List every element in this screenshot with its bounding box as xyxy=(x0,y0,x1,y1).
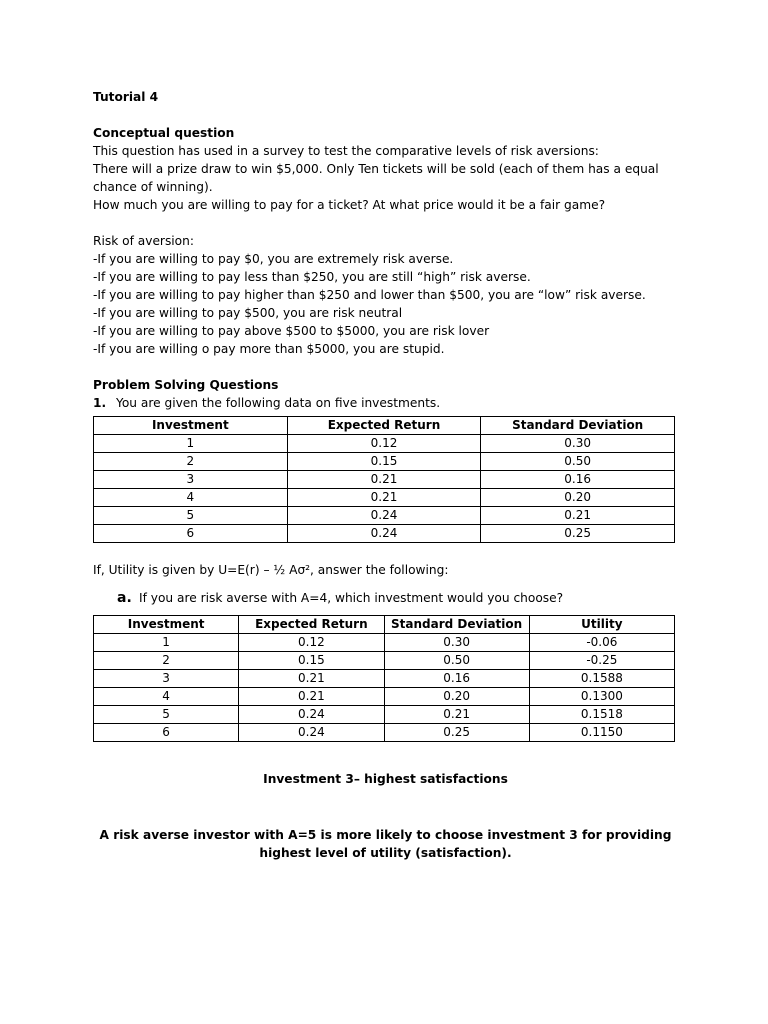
table-header-row xyxy=(94,616,675,634)
table-cell: 0.1300 xyxy=(529,688,674,706)
table-cell: 0.21 xyxy=(384,706,529,724)
conceptual-line: This question has used in a survey to test the comparative levels of risk aversions: xyxy=(93,144,599,158)
table-cell: 0.25 xyxy=(384,724,529,742)
table-row xyxy=(94,489,675,507)
table-row xyxy=(94,688,675,706)
table-row xyxy=(94,706,675,724)
investments-table xyxy=(93,416,675,543)
table-cell: 0.12 xyxy=(239,634,384,652)
risk-line: -If you are willing to pay less than $250, you are still “high” risk averse. xyxy=(93,270,531,284)
risk-heading: Risk of aversion: xyxy=(93,234,194,248)
table-cell: 0.24 xyxy=(287,525,481,543)
answer-conclusion: A risk averse investor with A=5 is more likely to choose investment 3 for providing highest level of utility (satisfaction). xyxy=(99,828,672,860)
conceptual-line: There will a prize draw to win $5,000. Only Ten tickets will be sold (each of them has a equal xyxy=(93,162,659,176)
table-row xyxy=(94,525,675,543)
table-cell: 6 xyxy=(94,724,239,742)
table-row xyxy=(94,435,675,453)
table-cell: 2 xyxy=(94,652,239,670)
risk-line: -If you are willing to pay above $500 to $5000, you are risk lover xyxy=(93,324,490,338)
table-cell: -0.25 xyxy=(529,652,674,670)
utility-formula-line: If, Utility is given by U=E(r) – ½ Aσ², answer the following: xyxy=(93,563,449,577)
question-1 xyxy=(93,394,678,412)
table-cell: 0.21 xyxy=(287,471,481,489)
table-cell: 0.21 xyxy=(239,688,384,706)
table-cell: 6 xyxy=(94,525,288,543)
spacer xyxy=(93,788,678,826)
column-header: Expected Return xyxy=(239,616,384,634)
column-header: Investment xyxy=(94,616,239,634)
column-header: Utility xyxy=(529,616,674,634)
table-cell: 5 xyxy=(94,706,239,724)
table-cell: 3 xyxy=(94,670,239,688)
table-cell: 0.24 xyxy=(287,507,481,525)
table-cell: 0.24 xyxy=(239,706,384,724)
table-header-row xyxy=(94,417,675,435)
table-row xyxy=(94,471,675,489)
spacer xyxy=(93,106,678,124)
table-cell: 0.25 xyxy=(481,525,675,543)
document-title: Tutorial 4 xyxy=(93,90,159,104)
table-row xyxy=(94,724,675,742)
table-cell: 2 xyxy=(94,453,288,471)
table-row xyxy=(94,652,675,670)
spacer xyxy=(93,543,678,561)
conceptual-heading: Conceptual question xyxy=(93,126,235,140)
table-cell: 0.16 xyxy=(481,471,675,489)
table-cell: 1 xyxy=(94,435,288,453)
answer-short: Investment 3– highest satisfactions xyxy=(263,772,508,786)
table-cell: 0.21 xyxy=(287,489,481,507)
table-cell: 4 xyxy=(94,688,239,706)
table-cell: 0.1588 xyxy=(529,670,674,688)
table-cell: 3 xyxy=(94,471,288,489)
table-cell: 0.30 xyxy=(384,634,529,652)
table-cell: 5 xyxy=(94,507,288,525)
problem-heading: Problem Solving Questions xyxy=(93,378,279,392)
table-cell: 0.1518 xyxy=(529,706,674,724)
document-page xyxy=(93,86,678,862)
column-header: Investment xyxy=(94,417,288,435)
risk-line: -If you are willing to pay higher than $250 and lower than $500, you are “low” risk averse. xyxy=(93,288,646,302)
conceptual-line: chance of winning). xyxy=(93,180,213,194)
column-header: Expected Return xyxy=(287,417,481,435)
table-cell: 1 xyxy=(94,634,239,652)
part-letter: a. xyxy=(117,590,132,606)
table-row xyxy=(94,634,675,652)
table-cell: 0.12 xyxy=(287,435,481,453)
utility-table xyxy=(93,615,675,742)
conceptual-line: How much you are willing to pay for a ticket? At what price would it be a fair game? xyxy=(93,198,606,212)
risk-line: -If you are willing to pay $0, you are extremely risk averse. xyxy=(93,252,454,266)
table-cell: 4 xyxy=(94,489,288,507)
question-text: You are given the following data on five investments. xyxy=(116,396,441,410)
table-cell: 0.16 xyxy=(384,670,529,688)
question-number: 1. xyxy=(93,396,107,410)
column-header: Standard Deviation xyxy=(481,417,675,435)
table-cell: 0.30 xyxy=(481,435,675,453)
table-row xyxy=(94,507,675,525)
table-cell: 0.21 xyxy=(239,670,384,688)
table-row xyxy=(94,453,675,471)
table-cell: 0.15 xyxy=(239,652,384,670)
spacer xyxy=(93,358,678,376)
spacer xyxy=(93,214,678,232)
table-cell: 0.1150 xyxy=(529,724,674,742)
spacer xyxy=(93,742,678,770)
table-cell: 0.24 xyxy=(239,724,384,742)
risk-line: -If you are willing o pay more than $5000, you are stupid. xyxy=(93,342,445,356)
spacer xyxy=(93,579,678,589)
table-cell: 0.20 xyxy=(481,489,675,507)
table-cell: 0.21 xyxy=(481,507,675,525)
table-cell: 0.20 xyxy=(384,688,529,706)
table-row xyxy=(94,670,675,688)
table-cell: 0.15 xyxy=(287,453,481,471)
risk-line: -If you are willing to pay $500, you are risk neutral xyxy=(93,306,403,320)
part-text: If you are risk averse with A=4, which investment would you choose? xyxy=(139,591,564,605)
table-cell: 0.50 xyxy=(384,652,529,670)
column-header: Standard Deviation xyxy=(384,616,529,634)
table-cell: -0.06 xyxy=(529,634,674,652)
part-a xyxy=(93,589,678,607)
table-cell: 0.50 xyxy=(481,453,675,471)
